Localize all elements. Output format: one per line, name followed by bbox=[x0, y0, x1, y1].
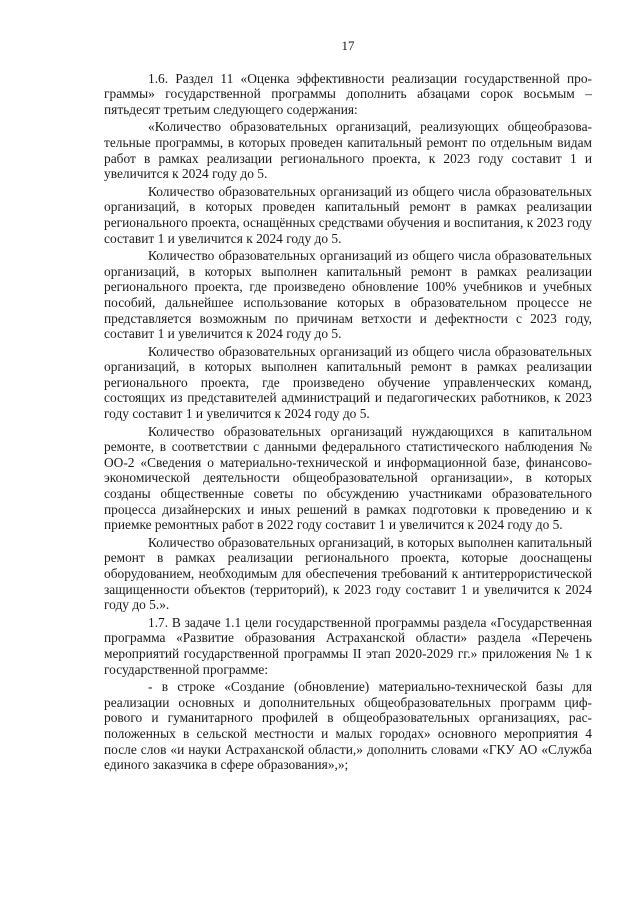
paragraph-1-7-amendment: - в строке «Создание (обновление) материально-технической базы для реализации основных и дополнительных общеобразовательных программ цифрового и гуманитарного профилей в общеобразовательных организациях, расположенных в сельской местности и малых городах» основного мероприятия 4 после слов «и науки Астраханской области,» дополнить словами «ГКУ АО «Служба единого заказчика в сфере образования»,»; bbox=[104, 679, 592, 773]
paragraph-indicator-public-councils: Количество образовательных организаций нуждающихся в капитальном ремонте, в соответствии с данными федерального статистического наблюдения № ОО-2 «Сведения о материально-технической и информационной базе, финансово-экономической деятельности общеобразовательной организации», в которых созданы общественные советы по обсуждению участниками образовательного процесса дизайнерских и иных решений в рамках подготовки к проведению и к приемке ремонтных работ в 2022 году составит 1 и увеличится к 2024 году до 5. bbox=[104, 423, 592, 533]
paragraph-indicator-capital-repair: «Количество образовательных организаций, реализующих общеобразовательные программы, в которых проведен капитальный ремонт по отдельным видам работ в рамках реализации регионального проекта, к 2023 году составит 1 и увеличится к 2024 году до 5. bbox=[104, 119, 592, 182]
paragraph-indicator-management-training: Количество образовательных организаций из общего числа образовательных организаций, в которых выполнен капитальный ремонт в рамках реализации регионального проекта, где произведено обучение управленческих команд, состоящих из представителей администраций и педагогических работников, к 2023 году составит 1 и увеличится к 2024 году до 5. bbox=[104, 343, 592, 422]
paragraph-indicator-textbooks: Количество образовательных организаций из общего числа образовательных организаций, в которых выполнен капитальный ремонт в рамках реализации регионального проекта, где произведено обновление 100% учебников и учебных пособий, дальнейшее использование которых в образовательном процессе не представляется возможным по причинам ветхости и дефектности с 2023 году, составит 1 и увеличится к 2024 году до 5. bbox=[104, 248, 592, 342]
paragraph-1-6-intro: 1.6. Раздел 11 «Оценка эффективности реализации государственной программы» государственной программы дополнить абзацами сорок восьмым – пятьдесят третьим следующего содержания: bbox=[104, 70, 592, 117]
paragraph-1-7-intro: 1.7. В задаче 1.1 цели государственной программы раздела «Государственная программа «Развитие образования Астраханской области» раздела «Перечень мероприятий государственной программы II этап 2020-2029 гг.» приложения № 1 к государственной программе: bbox=[104, 614, 592, 677]
paragraph-indicator-equipment: Количество образовательных организаций из общего числа образовательных организаций, в которых проведен капитальный ремонт в рамках реализации регионального проекта, оснащённых средствами обучения и воспитания, к 2023 году составит 1 и увеличится к 2024 году до 5. bbox=[104, 183, 592, 246]
page-number: 17 bbox=[341, 38, 355, 53]
paragraph-indicator-antiterror: Количество образовательных организаций, в которых выполнен капитальный ремонт в рамках реализации регионального проекта, которые дооснащены оборудованием, необходимым для обеспечения требований к антитеррористической защищенности объектов (территорий), к 2023 году составит 1 и увеличится к 2024 году до 5.». bbox=[104, 534, 592, 613]
